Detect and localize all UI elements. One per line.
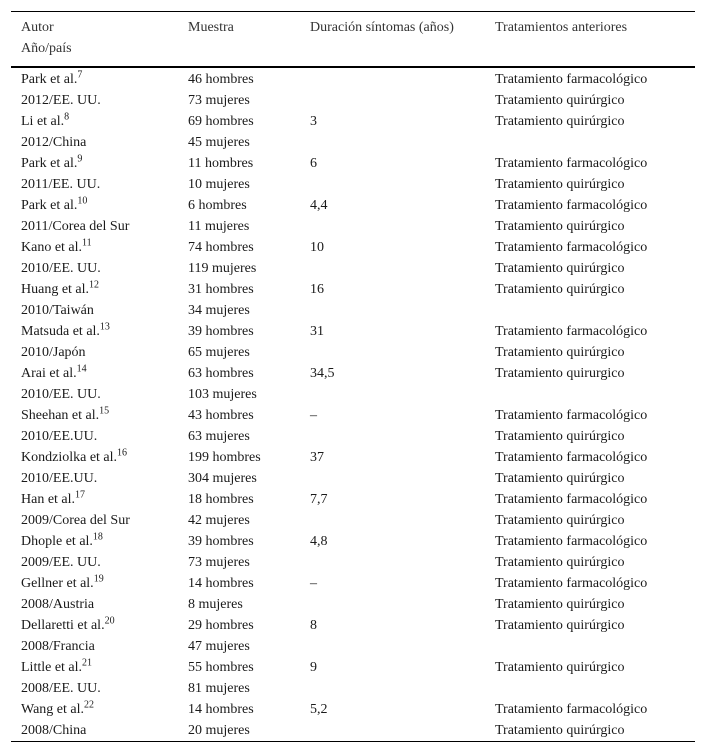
header-row — [11, 12, 695, 68]
tratamiento-2: Tratamiento quirúrgico — [495, 429, 625, 444]
muestra-hombres: 69 hombres — [188, 114, 254, 129]
cell-tratamientos — [485, 279, 695, 321]
header-autor-label: Autor — [21, 20, 54, 35]
cell-muestra — [178, 573, 300, 615]
anio-pais: 2010/EE. UU. — [21, 387, 101, 402]
autor-text: Dellaretti et al. — [21, 618, 105, 633]
table-row — [11, 111, 695, 153]
cell-muestra — [178, 447, 300, 489]
tratamiento-1: Tratamiento farmacológico — [495, 198, 648, 213]
reference-number: 20 — [104, 615, 115, 627]
anio-pais: 2008/China — [21, 723, 87, 738]
table-row — [11, 531, 695, 573]
autor-text: Arai et al. — [21, 366, 77, 381]
autor-name — [21, 195, 178, 216]
muestra-mujeres: 65 mujeres — [188, 345, 250, 360]
autor-text: Huang et al. — [21, 282, 90, 297]
tratamiento-1: Tratamiento quirúrgico — [495, 282, 625, 297]
muestra-hombres: 31 hombres — [188, 282, 254, 297]
anio-pais: 2010/EE.UU. — [21, 429, 98, 444]
cell-duracion: 8 — [310, 618, 317, 633]
cell-muestra — [178, 489, 300, 531]
header-tratamientos: Tratamientos anteriores — [495, 20, 628, 35]
cell-muestra — [178, 657, 300, 699]
anio-pais: 2011/Corea del Sur — [21, 219, 130, 234]
cell-autor — [11, 321, 178, 363]
header-duracion: Duración síntomas (años) — [310, 20, 454, 35]
autor-text: Little et al. — [21, 660, 83, 675]
muestra-mujeres: 45 mujeres — [188, 135, 250, 150]
table-body — [11, 67, 695, 742]
cell-autor — [11, 531, 178, 573]
table-row — [11, 279, 695, 321]
cell-tratamientos — [485, 195, 695, 237]
cell-tratamientos — [485, 657, 695, 699]
reference-number: 10 — [77, 195, 88, 207]
autor-name — [21, 111, 178, 132]
reference-number: 22 — [84, 699, 95, 711]
tratamiento-2: Tratamiento quirúrgico — [495, 219, 625, 234]
muestra-hombres: 39 hombres — [188, 324, 254, 339]
autor-name — [21, 69, 178, 90]
tratamiento-1: Tratamiento farmacológico — [495, 576, 648, 591]
muestra-hombres: 46 hombres — [188, 72, 254, 87]
cell-muestra — [178, 615, 300, 657]
cell-autor — [11, 279, 178, 321]
autor-name — [21, 447, 178, 468]
cell-muestra — [178, 153, 300, 195]
cell-autor — [11, 405, 178, 447]
anio-pais: 2010/EE.UU. — [21, 471, 98, 486]
cell-autor — [11, 573, 178, 615]
tratamiento-1: Tratamiento farmacológico — [495, 702, 648, 717]
anio-pais: 2010/EE. UU. — [21, 261, 101, 276]
tratamiento-2: Tratamiento quirúrgico — [495, 555, 625, 570]
reference-number: 11 — [82, 237, 92, 249]
cell-duracion: 31 — [310, 324, 324, 339]
table-header — [11, 12, 695, 68]
cell-autor — [11, 615, 178, 657]
autor-text: Park et al. — [21, 72, 78, 87]
tratamiento-2: Tratamiento quirúrgico — [495, 471, 625, 486]
reference-number: 8 — [64, 111, 70, 123]
cell-tratamientos — [485, 615, 695, 657]
table-row — [11, 657, 695, 699]
cell-muestra — [178, 111, 300, 153]
muestra-mujeres: 304 mujeres — [188, 471, 257, 486]
tratamiento-1: Tratamiento farmacológico — [495, 156, 648, 171]
muestra-mujeres: 42 mujeres — [188, 513, 250, 528]
table-row — [11, 237, 695, 279]
muestra-hombres: 39 hombres — [188, 534, 254, 549]
cell-autor — [11, 153, 178, 195]
studies-table — [11, 11, 695, 742]
autor-name — [21, 615, 178, 636]
reference-number: 15 — [99, 405, 110, 417]
muestra-hombres: 55 hombres — [188, 660, 254, 675]
muestra-mujeres: 119 mujeres — [188, 261, 257, 276]
cell-tratamientos — [485, 573, 695, 615]
anio-pais: 2012/China — [21, 135, 87, 150]
autor-text: Dhople et al. — [21, 534, 93, 549]
header-anio-pais-label: Año/país — [21, 41, 72, 56]
cell-duracion: 7,7 — [310, 492, 328, 507]
autor-text: Park et al. — [21, 198, 78, 213]
reference-number: 17 — [75, 489, 86, 501]
cell-muestra — [178, 531, 300, 573]
reference-number: 16 — [117, 447, 128, 459]
muestra-mujeres: 10 mujeres — [188, 177, 250, 192]
tratamiento-2: Tratamiento quirúrgico — [495, 93, 625, 108]
autor-name — [21, 699, 178, 720]
autor-name — [21, 237, 178, 258]
cell-muestra — [178, 279, 300, 321]
cell-duracion: 4,8 — [310, 534, 328, 549]
reference-number: 21 — [82, 657, 93, 669]
muestra-hombres: 199 hombres — [188, 450, 261, 465]
autor-name — [21, 153, 178, 174]
cell-autor — [11, 67, 178, 111]
muestra-mujeres: 81 mujeres — [188, 681, 250, 696]
autor-text: Wang et al. — [21, 702, 85, 717]
muestra-hombres: 6 hombres — [188, 198, 247, 213]
table-row — [11, 321, 695, 363]
autor-text: Han et al. — [21, 492, 76, 507]
cell-duracion: 10 — [310, 240, 324, 255]
muestra-mujeres: 47 mujeres — [188, 639, 250, 654]
anio-pais: 2012/EE. UU. — [21, 93, 101, 108]
cell-autor — [11, 657, 178, 699]
muestra-mujeres: 11 mujeres — [188, 219, 250, 234]
anio-pais: 2010/Japón — [21, 345, 86, 360]
anio-pais: 2009/EE. UU. — [21, 555, 101, 570]
cell-muestra — [178, 67, 300, 111]
cell-autor — [11, 237, 178, 279]
anio-pais: 2008/EE. UU. — [21, 681, 101, 696]
tratamiento-1: Tratamiento quirúrgico — [495, 660, 625, 675]
cell-tratamientos — [485, 321, 695, 363]
tratamiento-1: Tratamiento farmacológico — [495, 534, 648, 549]
muestra-hombres: 43 hombres — [188, 408, 254, 423]
tratamiento-1: Tratamiento quirúrgico — [495, 114, 625, 129]
tratamiento-1: Tratamiento farmacológico — [495, 450, 648, 465]
autor-name — [21, 573, 178, 594]
cell-autor — [11, 489, 178, 531]
tratamiento-1: Tratamiento quirurgico — [495, 366, 625, 381]
muestra-mujeres: 73 mujeres — [188, 555, 250, 570]
cell-duracion: 9 — [310, 660, 317, 675]
muestra-mujeres: 8 mujeres — [188, 597, 243, 612]
table-row — [11, 405, 695, 447]
cell-duracion — [300, 67, 485, 111]
anio-pais: 2010/Taiwán — [21, 303, 94, 318]
cell-duracion: 3 — [310, 114, 317, 129]
cell-tratamientos — [485, 447, 695, 489]
muestra-hombres: 18 hombres — [188, 492, 254, 507]
table-row — [11, 363, 695, 405]
muestra-mujeres: 73 mujeres — [188, 93, 250, 108]
cell-muestra — [178, 699, 300, 742]
muestra-hombres: 29 hombres — [188, 618, 254, 633]
tratamiento-2: Tratamiento quirúrgico — [495, 261, 625, 276]
cell-tratamientos — [485, 237, 695, 279]
anio-pais: 2009/Corea del Sur — [21, 513, 130, 528]
anio-pais: 2011/EE. UU. — [21, 177, 101, 192]
reference-number: 12 — [89, 279, 100, 291]
table-row — [11, 489, 695, 531]
cell-duracion: 34,5 — [310, 366, 335, 381]
tratamiento-1: Tratamiento farmacológico — [495, 324, 648, 339]
table-row — [11, 153, 695, 195]
tratamiento-2: Tratamiento quirúrgico — [495, 345, 625, 360]
table-row — [11, 573, 695, 615]
cell-autor — [11, 195, 178, 237]
reference-number: 14 — [76, 363, 87, 375]
cell-tratamientos — [485, 111, 695, 153]
cell-autor — [11, 111, 178, 153]
cell-duracion: 4,4 — [310, 198, 328, 213]
cell-duracion: 6 — [310, 156, 317, 171]
cell-tratamientos — [485, 531, 695, 573]
table-row — [11, 195, 695, 237]
table-row — [11, 615, 695, 657]
table-row — [11, 699, 695, 742]
autor-text: Kano et al. — [21, 240, 83, 255]
tratamiento-2: Tratamiento quirúrgico — [495, 723, 625, 738]
cell-duracion: 37 — [310, 450, 324, 465]
muestra-hombres: 14 hombres — [188, 702, 254, 717]
tratamiento-2: Tratamiento quirúrgico — [495, 513, 625, 528]
autor-name — [21, 531, 178, 552]
tratamiento-2: Tratamiento quirúrgico — [495, 597, 625, 612]
cell-tratamientos — [485, 405, 695, 447]
cell-autor — [11, 363, 178, 405]
tratamiento-1: Tratamiento farmacológico — [495, 72, 648, 87]
autor-name — [21, 321, 178, 342]
muestra-mujeres: 34 mujeres — [188, 303, 250, 318]
reference-number: 9 — [77, 153, 83, 165]
autor-text: Matsuda et al. — [21, 324, 100, 339]
autor-text: Park et al. — [21, 156, 78, 171]
autor-text: Kondziolka et al. — [21, 450, 118, 465]
autor-name — [21, 657, 178, 678]
muestra-mujeres: 20 mujeres — [188, 723, 250, 738]
autor-text: Li et al. — [21, 114, 65, 129]
header-autor — [11, 12, 178, 68]
autor-name — [21, 279, 178, 300]
tratamiento-1: Tratamiento farmacológico — [495, 240, 648, 255]
cell-muestra — [178, 405, 300, 447]
cell-tratamientos — [485, 699, 695, 742]
muestra-mujeres: 63 mujeres — [188, 429, 250, 444]
autor-text: Gellner et al. — [21, 576, 94, 591]
cell-muestra — [178, 195, 300, 237]
cell-autor — [11, 699, 178, 742]
anio-pais: 2008/Austria — [21, 597, 95, 612]
cell-tratamientos — [485, 363, 695, 405]
cell-muestra — [178, 321, 300, 363]
reference-number: 7 — [77, 69, 83, 81]
reference-number: 13 — [99, 321, 110, 333]
autor-name — [21, 405, 178, 426]
tratamiento-1: Tratamiento quirúrgico — [495, 618, 625, 633]
header-muestra: Muestra — [188, 20, 234, 35]
autor-text: Sheehan et al. — [21, 408, 100, 423]
muestra-hombres: 14 hombres — [188, 576, 254, 591]
anio-pais: 2008/Francia — [21, 639, 95, 654]
cell-muestra — [178, 237, 300, 279]
table-row — [11, 447, 695, 489]
autor-name — [21, 363, 178, 384]
muestra-hombres: 74 hombres — [188, 240, 254, 255]
cell-muestra — [178, 363, 300, 405]
cell-tratamientos — [485, 67, 695, 111]
muestra-hombres: 11 hombres — [188, 156, 254, 171]
cell-duracion: 16 — [310, 282, 324, 297]
cell-autor — [11, 447, 178, 489]
cell-tratamientos — [485, 153, 695, 195]
table-row — [11, 67, 695, 111]
muestra-hombres: 63 hombres — [188, 366, 254, 381]
reference-number: 18 — [92, 531, 103, 543]
cell-duracion: – — [310, 576, 317, 591]
cell-duracion: – — [310, 408, 317, 423]
tratamiento-1: Tratamiento farmacológico — [495, 408, 648, 423]
cell-tratamientos — [485, 489, 695, 531]
autor-name — [21, 489, 178, 510]
tratamiento-1: Tratamiento farmacológico — [495, 492, 648, 507]
cell-duracion: 5,2 — [310, 702, 328, 717]
tratamiento-2: Tratamiento quirúrgico — [495, 177, 625, 192]
muestra-mujeres: 103 mujeres — [188, 387, 257, 402]
reference-number: 19 — [93, 573, 104, 585]
